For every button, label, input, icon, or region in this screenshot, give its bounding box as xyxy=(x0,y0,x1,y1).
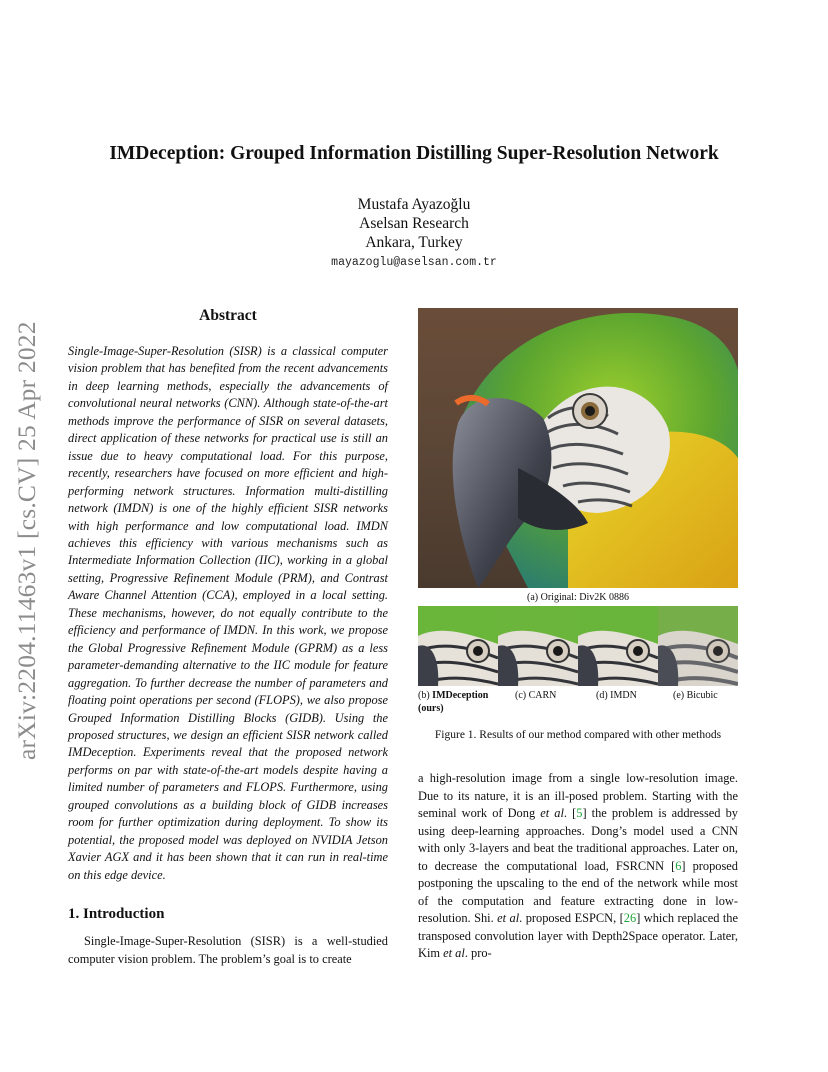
paper-title: IMDeception: Grouped Information Distilling Super-Resolution Network xyxy=(109,143,719,164)
figure-original-image xyxy=(418,308,738,588)
text-run-italic: et al xyxy=(540,806,564,820)
thumbnail-carn xyxy=(498,606,578,686)
text-run: . [ xyxy=(563,806,577,820)
thumbnail-image xyxy=(498,606,578,686)
text-run: . proposed ESPCN, [ xyxy=(519,911,624,925)
subcaption-b xyxy=(418,689,488,715)
citation-link[interactable]: 5 xyxy=(576,806,583,820)
right-column-text xyxy=(418,770,738,963)
thumbnail-image xyxy=(418,606,498,686)
author-location: Ankara, Turkey xyxy=(365,234,463,251)
text-run: a high-resolution image from a single low-resolution image. Due to its nature, it is an ill-posed problem. Starting with the seminal work of Dong xyxy=(418,771,738,820)
figure-subcaption-a: (a) Original: Div2K 0886 xyxy=(527,592,629,603)
thumbnail-imdn xyxy=(578,606,658,686)
subcaption-b-label: (b) xyxy=(418,690,430,701)
text-run: ] which replaced the transposed convolution layer with Depth2Space operator. Later, Kim xyxy=(418,911,738,960)
thumbnail-image xyxy=(578,606,658,686)
introduction-heading: 1. Introduction xyxy=(68,906,165,922)
subcaption-d: (d) IMDN xyxy=(596,690,637,701)
thumbnail-imdeception xyxy=(418,606,498,686)
text-run-italic: et al xyxy=(443,946,465,960)
subcaption-b-name: IMDeception xyxy=(432,690,489,701)
subcaption-b-extra: (ours) xyxy=(418,703,444,714)
text-run: ] the problem is addressed by using deep-learning approaches. Dong’s model used a CNN with only 3-layers and beat the traditional approaches. Later on, to decrease the computational load, FSRCNN [ xyxy=(418,806,738,873)
text-run-italic: et al xyxy=(497,911,520,925)
text-run: . pro- xyxy=(464,946,492,960)
parrot-image xyxy=(418,308,738,588)
author-affiliation: Aselsan Research xyxy=(359,215,469,232)
abstract-heading: Abstract xyxy=(199,307,257,324)
citation-link[interactable]: 26 xyxy=(623,911,637,925)
author-email: mayazoglu@aselsan.com.tr xyxy=(331,256,497,269)
subcaption-c: (c) CARN xyxy=(515,690,557,701)
introduction-text: Single-Image-Super-Resolution (SISR) is a well-studied computer vision problem. The problem’s goal is to create xyxy=(68,934,388,966)
arxiv-id: arXiv:2204.11463v1 [cs.CV] 25 Apr 2022 xyxy=(12,321,41,760)
abstract-text: Single-Image-Super-Resolution (SISR) is a classical computer vision problem that has benefited from the recent advancements in deep learning methods, especially the advancements of convolutional neural networks (CNN). Although state-of-the-art methods improve the performance of SISR on several datasets, direct application of these networks for practical use is still an issue due to heavy computational load. For this purpose, recently, researchers have focused on more efficient and high-performing network structures. Information multi-distilling network (IMDN) is one of the highly efficient SISR networks with high performance and low computational load. IMDN achieves this efficiency with various mechanisms such as Intermediate Information Collection (IIC), working in a global setting, Progressive Refinement Module (PRM), and Contrast Aware Channel Attention (CCA), employed in a local setting. These mechanisms, however, do not equally contribute to the efficiency and performance of IMDN. In this work, we propose the Global Progressive Refinement Module (GPRM) as a less parameter-demanding alternative to the IIC module for feature aggregation. To further decrease the number of parameters and floating point operations per second (FLOPS), we also propose Grouped Information Distilling Blocks (GIDB). Using the proposed structures, we design an efficient SISR network called IMDeception. Experiments reveal that the proposed network performs on par with state-of-the-art models despite having a limited number of parameters and FLOPS. Furthermore, using grouped convolutions as a building block of GIDB increases room for further optimization during deployment. To show its potential, the proposed model was deployed on NVIDIA Jetson Xavier AGX and it has been shown that it can run in real-time on this edge device. xyxy=(68,344,388,882)
subcaption-e: (e) Bicubic xyxy=(673,690,718,701)
text-run: ] proposed postponing the upscaling to the end of the network while most of the computation and feature extracting done in low-resolution. Shi. xyxy=(418,858,738,925)
author-name: Mustafa Ayazoğlu xyxy=(357,196,471,213)
figure-caption: Figure 1. Results of our method compared with other methods xyxy=(434,729,722,741)
thumbnail-image xyxy=(658,606,738,686)
thumbnail-bicubic xyxy=(658,606,738,686)
arxiv-stamp xyxy=(12,285,48,760)
citation-link[interactable]: 6 xyxy=(675,858,682,873)
